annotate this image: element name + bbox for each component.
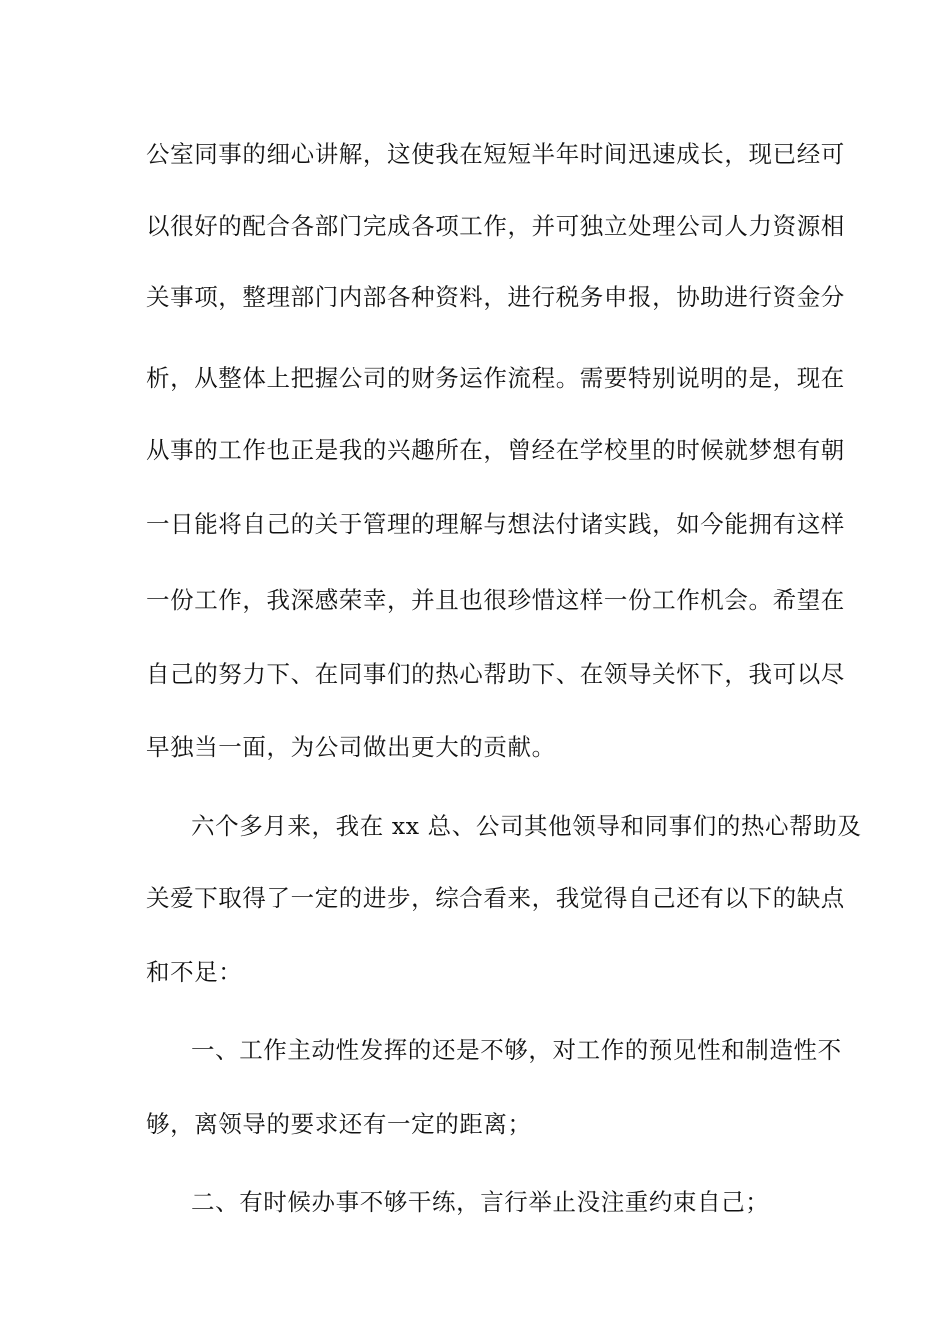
list-item-2: 二、有时候办事不够干练，言行举止没注重约束自己； (191, 1188, 770, 1216)
text-line: 关事项，整理部门内部各种资料，进行税务申报，协助进行资金分 (146, 283, 845, 311)
paragraph-first-line: 六个多月来，我在 xx 总、公司其他领导和同事们的热心帮助及 (191, 812, 862, 840)
text-line: 一日能将自己的关于管理的理解与想法付诸实践，如今能拥有这样 (146, 510, 845, 538)
text-line: 关爱下取得了一定的进步，综合看来，我觉得自己还有以下的缺点 (146, 884, 845, 912)
text-line: 以很好的配合各部门完成各项工作，并可独立处理公司人力资源相 (146, 212, 845, 240)
text-line: 早独当一面，为公司做出更大的贡献。 (146, 733, 556, 761)
list-item-1-first-line: 一、工作主动性发挥的还是不够，对工作的预见性和制造性不 (191, 1036, 842, 1064)
text-line: 公室同事的细心讲解，这使我在短短半年时间迅速成长，现已经可 (146, 140, 845, 168)
text-line: 析，从整体上把握公司的财务运作流程。需要特别说明的是，现在 (146, 364, 845, 392)
text-line: 够，离领导的要求还有一定的距离； (146, 1110, 532, 1138)
text-line: 和不足： (146, 958, 243, 986)
text-line: 从事的工作也正是我的兴趣所在，曾经在学校里的时候就梦想有朝 (146, 436, 845, 464)
text-line: 自己的努力下、在同事们的热心帮助下、在领导关怀下，我可以尽 (146, 660, 845, 688)
text-line: 一份工作，我深感荣幸，并且也很珍惜这样一份工作机会。希望在 (146, 586, 845, 614)
